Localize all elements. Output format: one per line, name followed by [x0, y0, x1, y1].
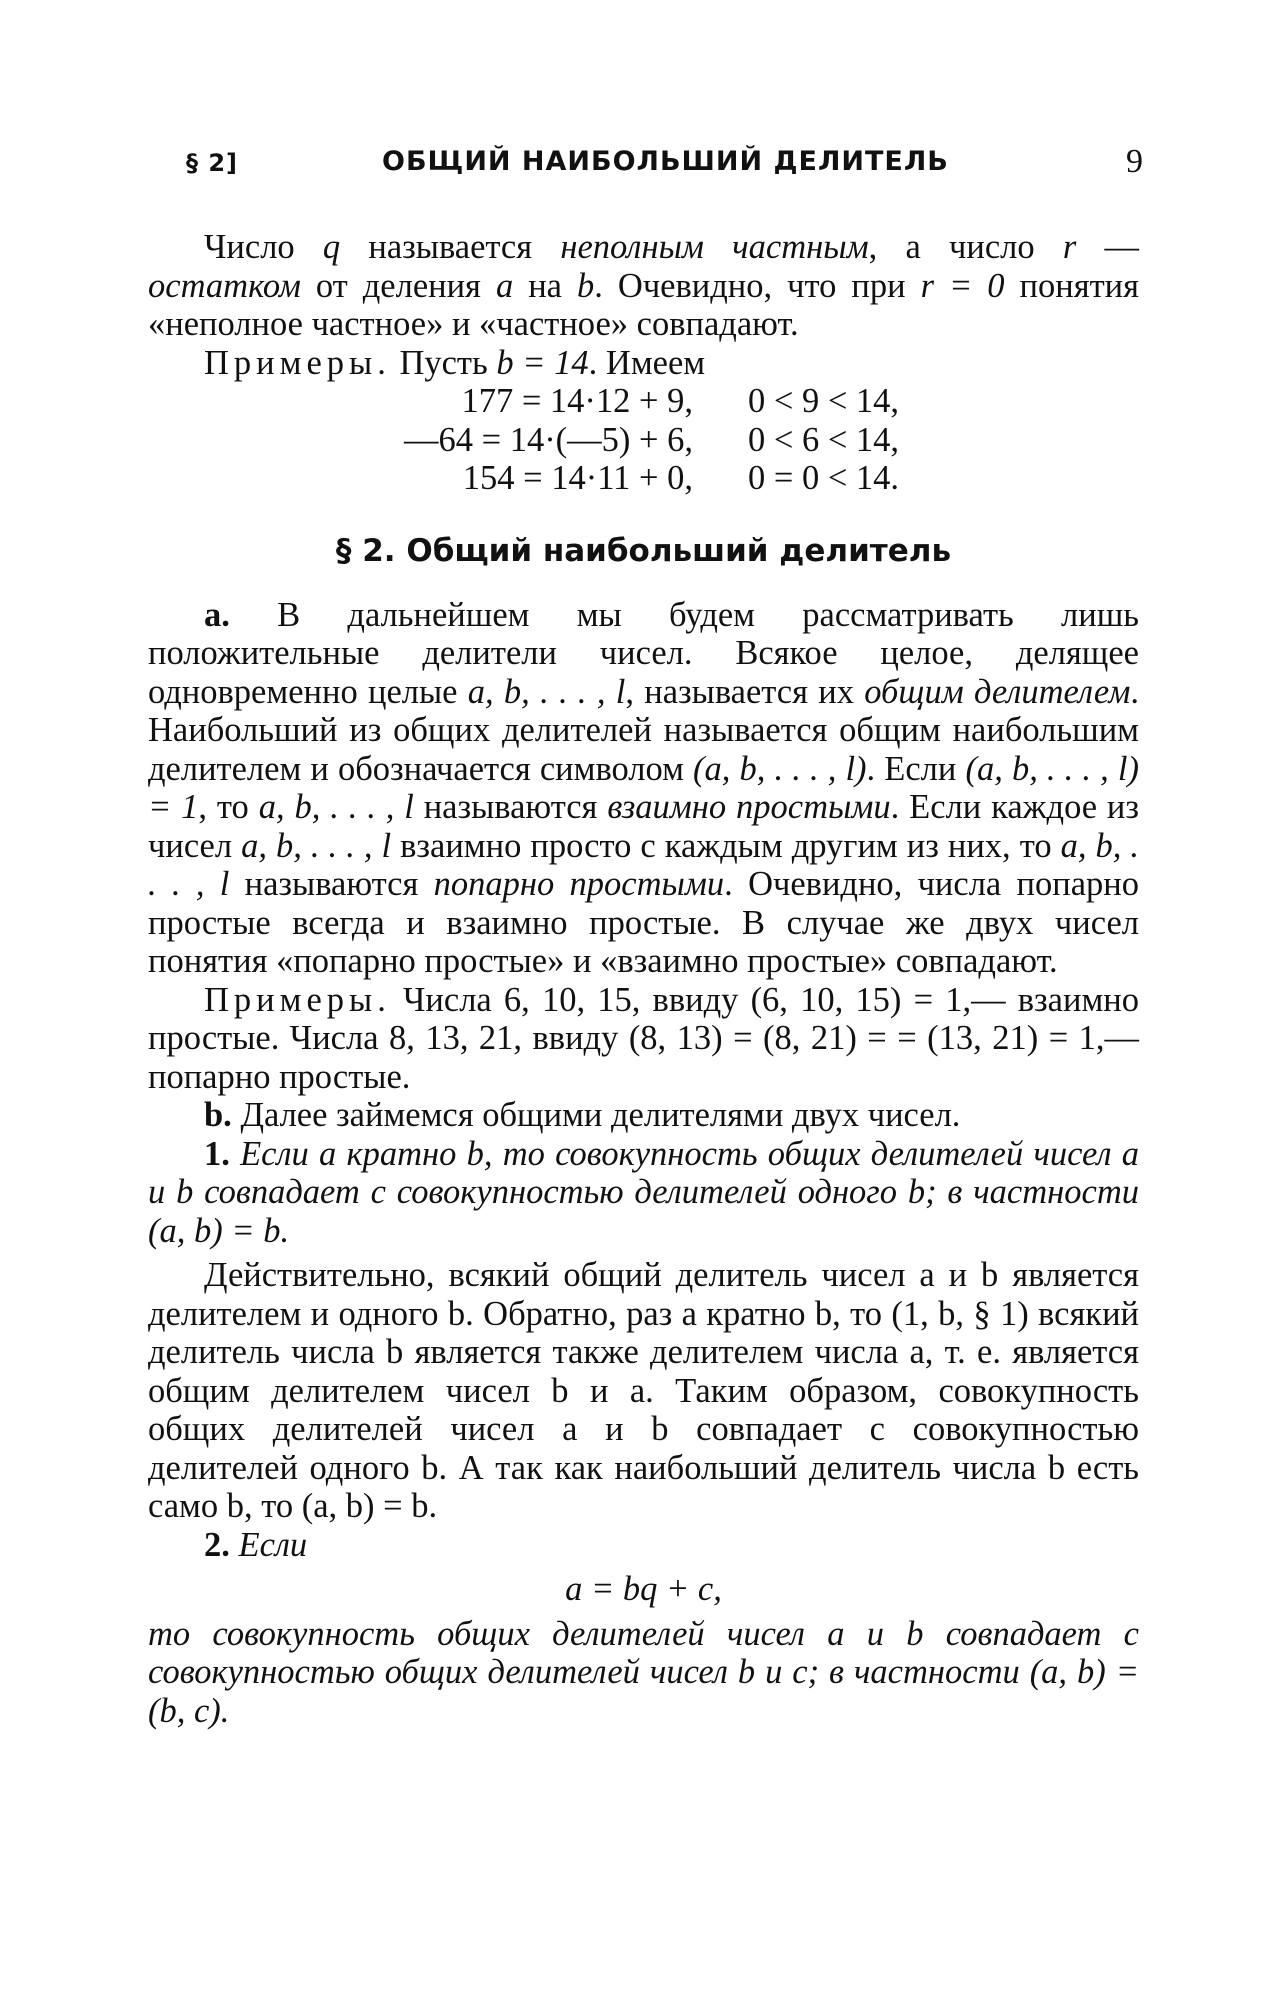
- intro-paragraph: Число q называется неполным частным, а число r — остатком от деления a на b. Очевидно, что при r = 0 понятия «неполное частное» и «частное» совпадают.: [148, 228, 1140, 343]
- page-body: [148, 228, 1139, 1730]
- equation-rhs: 0 < 9 < 14,: [748, 382, 900, 420]
- theorem-2-lead: 2. Если: [204, 1525, 308, 1564]
- examples-intro: Примеры. Пусть b = 14. Имеем: [204, 343, 706, 382]
- equation-lhs: 154 = 14·11 + 0,: [462, 459, 693, 497]
- paragraph-b: b. Далее займемся общими делителями двух чисел.: [204, 1096, 961, 1134]
- equation-block: [348, 382, 1139, 498]
- paragraph-a: a. В дальнейшем мы будем рассматривать лишь положительные делители чисел. Всякое целое, делящее одновременно целые a, b, . . . , l, называется их общим делителем. Наибольший из общих делителей называется общим наибольшим делителем и обозначается символом (a, b, . . . , l). Если (a, b, . . . , l) = 1, то a, b, . . . , l называются взаимно простыми. Если каждое из чисел a, b, . . . , l взаимно просто с каждым другим из них, то a, b, . . . , l называются попарно простыми. Очевидно, числа попарно простые всегда и взаимно простые. В случае же двух чисел понятия «попарно простые» и «взаимно простые» совпадают.: [148, 595, 1140, 980]
- proof-1: Действительно, всякий общий делитель чисел a и b является делителем и одного b. Обратно, раз a кратно b, то (1, b, § 1) всякий делитель числа b является также делителем числа a, т. е. является общим делителем чисел b и a. Таким образом, совокупность общих делителей чисел a и b совпадает с совокупностью делителей одного b. А так как наибольший делитель числа b есть само b, то (a, b) = b.: [148, 1256, 1139, 1525]
- examples-paragraph: Примеры. Числа 6, 10, 15, ввиду (6, 10, 15) = 1,— взаимно простые. Числа 8, 13, 21, ввиду (8, 13) = (8, 21) = = (13, 21) = 1,— попарно простые.: [148, 980, 1139, 1096]
- equation-rhs: 0 < 6 < 14,: [748, 420, 900, 459]
- header-running-title: ОБЩИЙ НАИБОЛЬШИЙ ДЕЛИТЕЛЬ: [382, 146, 949, 177]
- theorem-2-statement: то совокупность общих делителей чисел a и b совпадает с совокупностью общих делителей чисел b и c; в частности (a, b) = (b, c).: [148, 1614, 1139, 1730]
- equation-lhs: 177 = 14·12 + 9,: [461, 382, 693, 420]
- section-heading: § 2. Общий наибольший делитель: [335, 532, 952, 569]
- header-page-number: 9: [1126, 143, 1144, 180]
- equation-lhs: —64 = 14·(—5) + 6,: [403, 420, 693, 459]
- header-section-ref: § 2]: [186, 149, 239, 177]
- theorem-1: 1. Если a кратно b, то совокупность общих делителей чисел a и b совпадает с совокупностью делителей одного b; в частности (a, b) = b.: [148, 1134, 1139, 1250]
- theorem-2-formula: a = bq + c,: [565, 1570, 722, 1608]
- equation-rhs: 0 = 0 < 14.: [748, 459, 900, 497]
